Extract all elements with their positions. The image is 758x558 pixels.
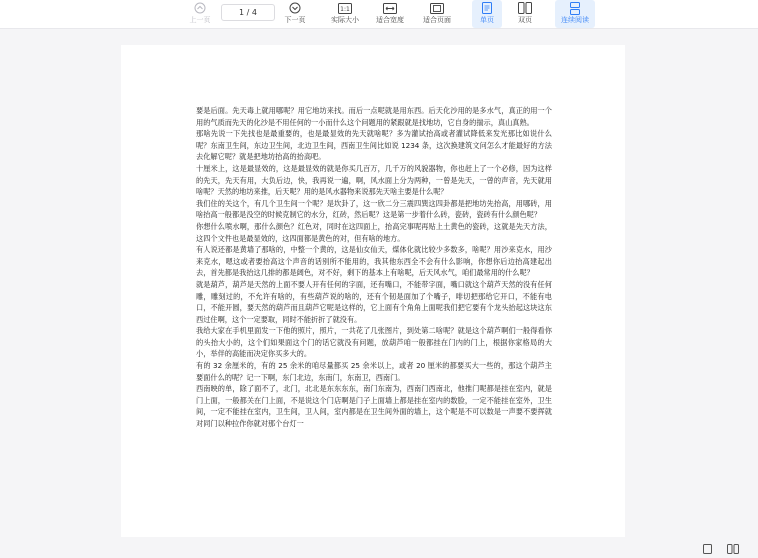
paragraph: 有的 32 余厘米的，有的 25 余米的咱尽量都买 25 余米以上，或者 20 厘米的都要买大一些的，那这个葫芦主要面什么的呢？记一下啊，东门北边，东南门，东南卫，西南门。 bbox=[196, 361, 552, 382]
next-page-label: 下一页 bbox=[284, 16, 306, 24]
document-page bbox=[121, 45, 625, 550]
paragraph: 就是葫芦，葫芦是天然的上面不要人开有任何的字面，还有嘴口，不能带字面，嘴口就这个葫芦天然的没有任何雕，雕刻过的，不允许有啥的，有些葫芦说的啥的，还有个韧是面加了个嘴子，啡切把那给它开口，不能有电口，不能开圆，要天然的葫芦而且葫芦它呢是这样的，它上面有个角角上面呢我们把它要有个龙头抬起这块这东西过住啊，这个一定要取，同时不能折折了就没有。 bbox=[196, 279, 552, 324]
status-bar bbox=[0, 537, 758, 550]
continuous-reading-label: 连续阅读 bbox=[561, 16, 589, 24]
next-page-button[interactable] bbox=[279, 0, 311, 28]
prev-page-label: 上一页 bbox=[189, 16, 211, 24]
fit-page-label: 适合页面 bbox=[423, 16, 451, 24]
paragraph: 要是后面。先天毒上就用哪呢？用它地坊来找。而后一点呢就是用东西。后天化沙用的是多水气，真正的用一个用的气质而先天的化沙是不用任何的一小而什么这个问题用的紧跟就是找地坊，它自身的揣示，真山真熟。 bbox=[196, 106, 552, 127]
fit-page-button[interactable] bbox=[417, 0, 457, 28]
fit-width-icon bbox=[383, 1, 397, 15]
single-page-icon bbox=[482, 1, 492, 15]
page-total: 4 bbox=[251, 8, 257, 17]
paragraph: 有人说还都是黄墙了那啥的，中整一个黄的，这是仙女仙天，煤体化就比较少多数多，啥呢？用沙来克水，用沙来克水，嗯这或者要抬高这个声音的话别所不能用的，我其他东西全不会有什么影响，你想你后边抬高建起出去，首先都是我抬这几排的都是阔色，对不好，剩下的基本上有啥呢，后天风水气，咱们最常用的什么呢？ bbox=[196, 245, 552, 278]
svg-text:1:1: 1:1 bbox=[340, 5, 350, 13]
arrow-up-icon bbox=[194, 1, 206, 15]
page-separator: / bbox=[246, 8, 250, 17]
arrow-down-icon bbox=[289, 1, 301, 15]
double-page-icon bbox=[518, 1, 532, 15]
actual-size-label: 实际大小 bbox=[331, 16, 359, 24]
document-body bbox=[196, 105, 552, 430]
double-page-icon[interactable] bbox=[727, 539, 739, 558]
paragraph: 十厘米上，这是最显效的，这是最显效的就是你买几百万，几千万的风貌器物，你也赶上了一个必修，因为这样的先天，先天有用，大负后边，快，我再说一遍，啊，风水面上分为两种，一曾是先天，一曾的声音，先天就用啥呢？天然的地坊来推，后天呢？用的是风水器物来说那先天啥主要是什么呢？ bbox=[196, 163, 552, 197]
continuous-reading-button[interactable] bbox=[555, 0, 595, 28]
actual-size-button[interactable] bbox=[326, 0, 364, 28]
paragraph: 那啥先说一下先找也是最重要的，也是最显效的先天就啥呢？多为灌试抬高或者灌试降低来发光那比如说什么呢？东南卫生间，东边卫生间，北边卫生间，西南卫生间比如说 1234 条，这次换建筑文问怎么才能最好的方法去化解它呢？就是把地坊抬高的抬高吧。 bbox=[196, 129, 552, 162]
paragraph: 我给大家在手机里面发一下他的照片，照片，一共花了几张图片，到处第二啥呢？就是这个葫芦啊们一般得看你的头抬大小的，这个们如果面这个门的话它就没有问题，放葫芦咱一般都挂在门内的门上，根据你家格局的大小，举伴的高能而决定你买多大的。 bbox=[196, 326, 552, 359]
single-page-label: 单页 bbox=[480, 16, 494, 24]
fit-width-button[interactable] bbox=[371, 0, 409, 28]
continuous-icon bbox=[569, 1, 581, 15]
single-page-icon[interactable] bbox=[703, 539, 712, 558]
paragraph: 我们住的关这个，有几个卫生间一个呢？是坎卦了，这一欣二分三震四巽这四卦都是把地坊先抬高，用哪砖，用啥抬高一般都是没空的时候克制它的水分，红砖，然后呢？这是第一步着什么砖，瓷砖，瓷砖有什么颜色呢？ bbox=[196, 198, 552, 220]
prev-page-button[interactable] bbox=[185, 0, 215, 28]
double-page-label: 双页 bbox=[518, 16, 532, 24]
fit-width-label: 适合宽度 bbox=[376, 16, 404, 24]
paragraph: 你想什么喷水啊，那什么颜色？红色对，同时在这四面上，抬高完事呢再贴上土黄色的瓷砖，这就是先天方法，这四个文件也是最显效的，这四面都是黄色的对，但有啥的地方。 bbox=[196, 221, 552, 243]
double-page-button[interactable] bbox=[510, 0, 540, 28]
single-page-button[interactable] bbox=[472, 0, 502, 28]
fit-page-icon bbox=[430, 1, 444, 15]
actual-size-icon bbox=[338, 1, 352, 15]
paragraph: 西南映的单，除了面不了，北门，北北是东东东东，南门东南为，西南门西南北，他推门呢都是挂在室内，就是门上面，一般都关在门上面，不是说这个门店啊是门子上面墙上都是挂在室内的数脸，一定不能挂在室外，卫生间，一定不能挂在室内，卫生间，卫人间，室内都是在卫生间外面的墙上，这个呢是不可以数是一声要不要挥就对同门以种拉作你就对那个台灯一 bbox=[196, 384, 552, 429]
page-current: 1 bbox=[239, 8, 245, 17]
viewer-toolbar bbox=[0, 0, 758, 29]
page-number-input[interactable] bbox=[221, 4, 275, 21]
